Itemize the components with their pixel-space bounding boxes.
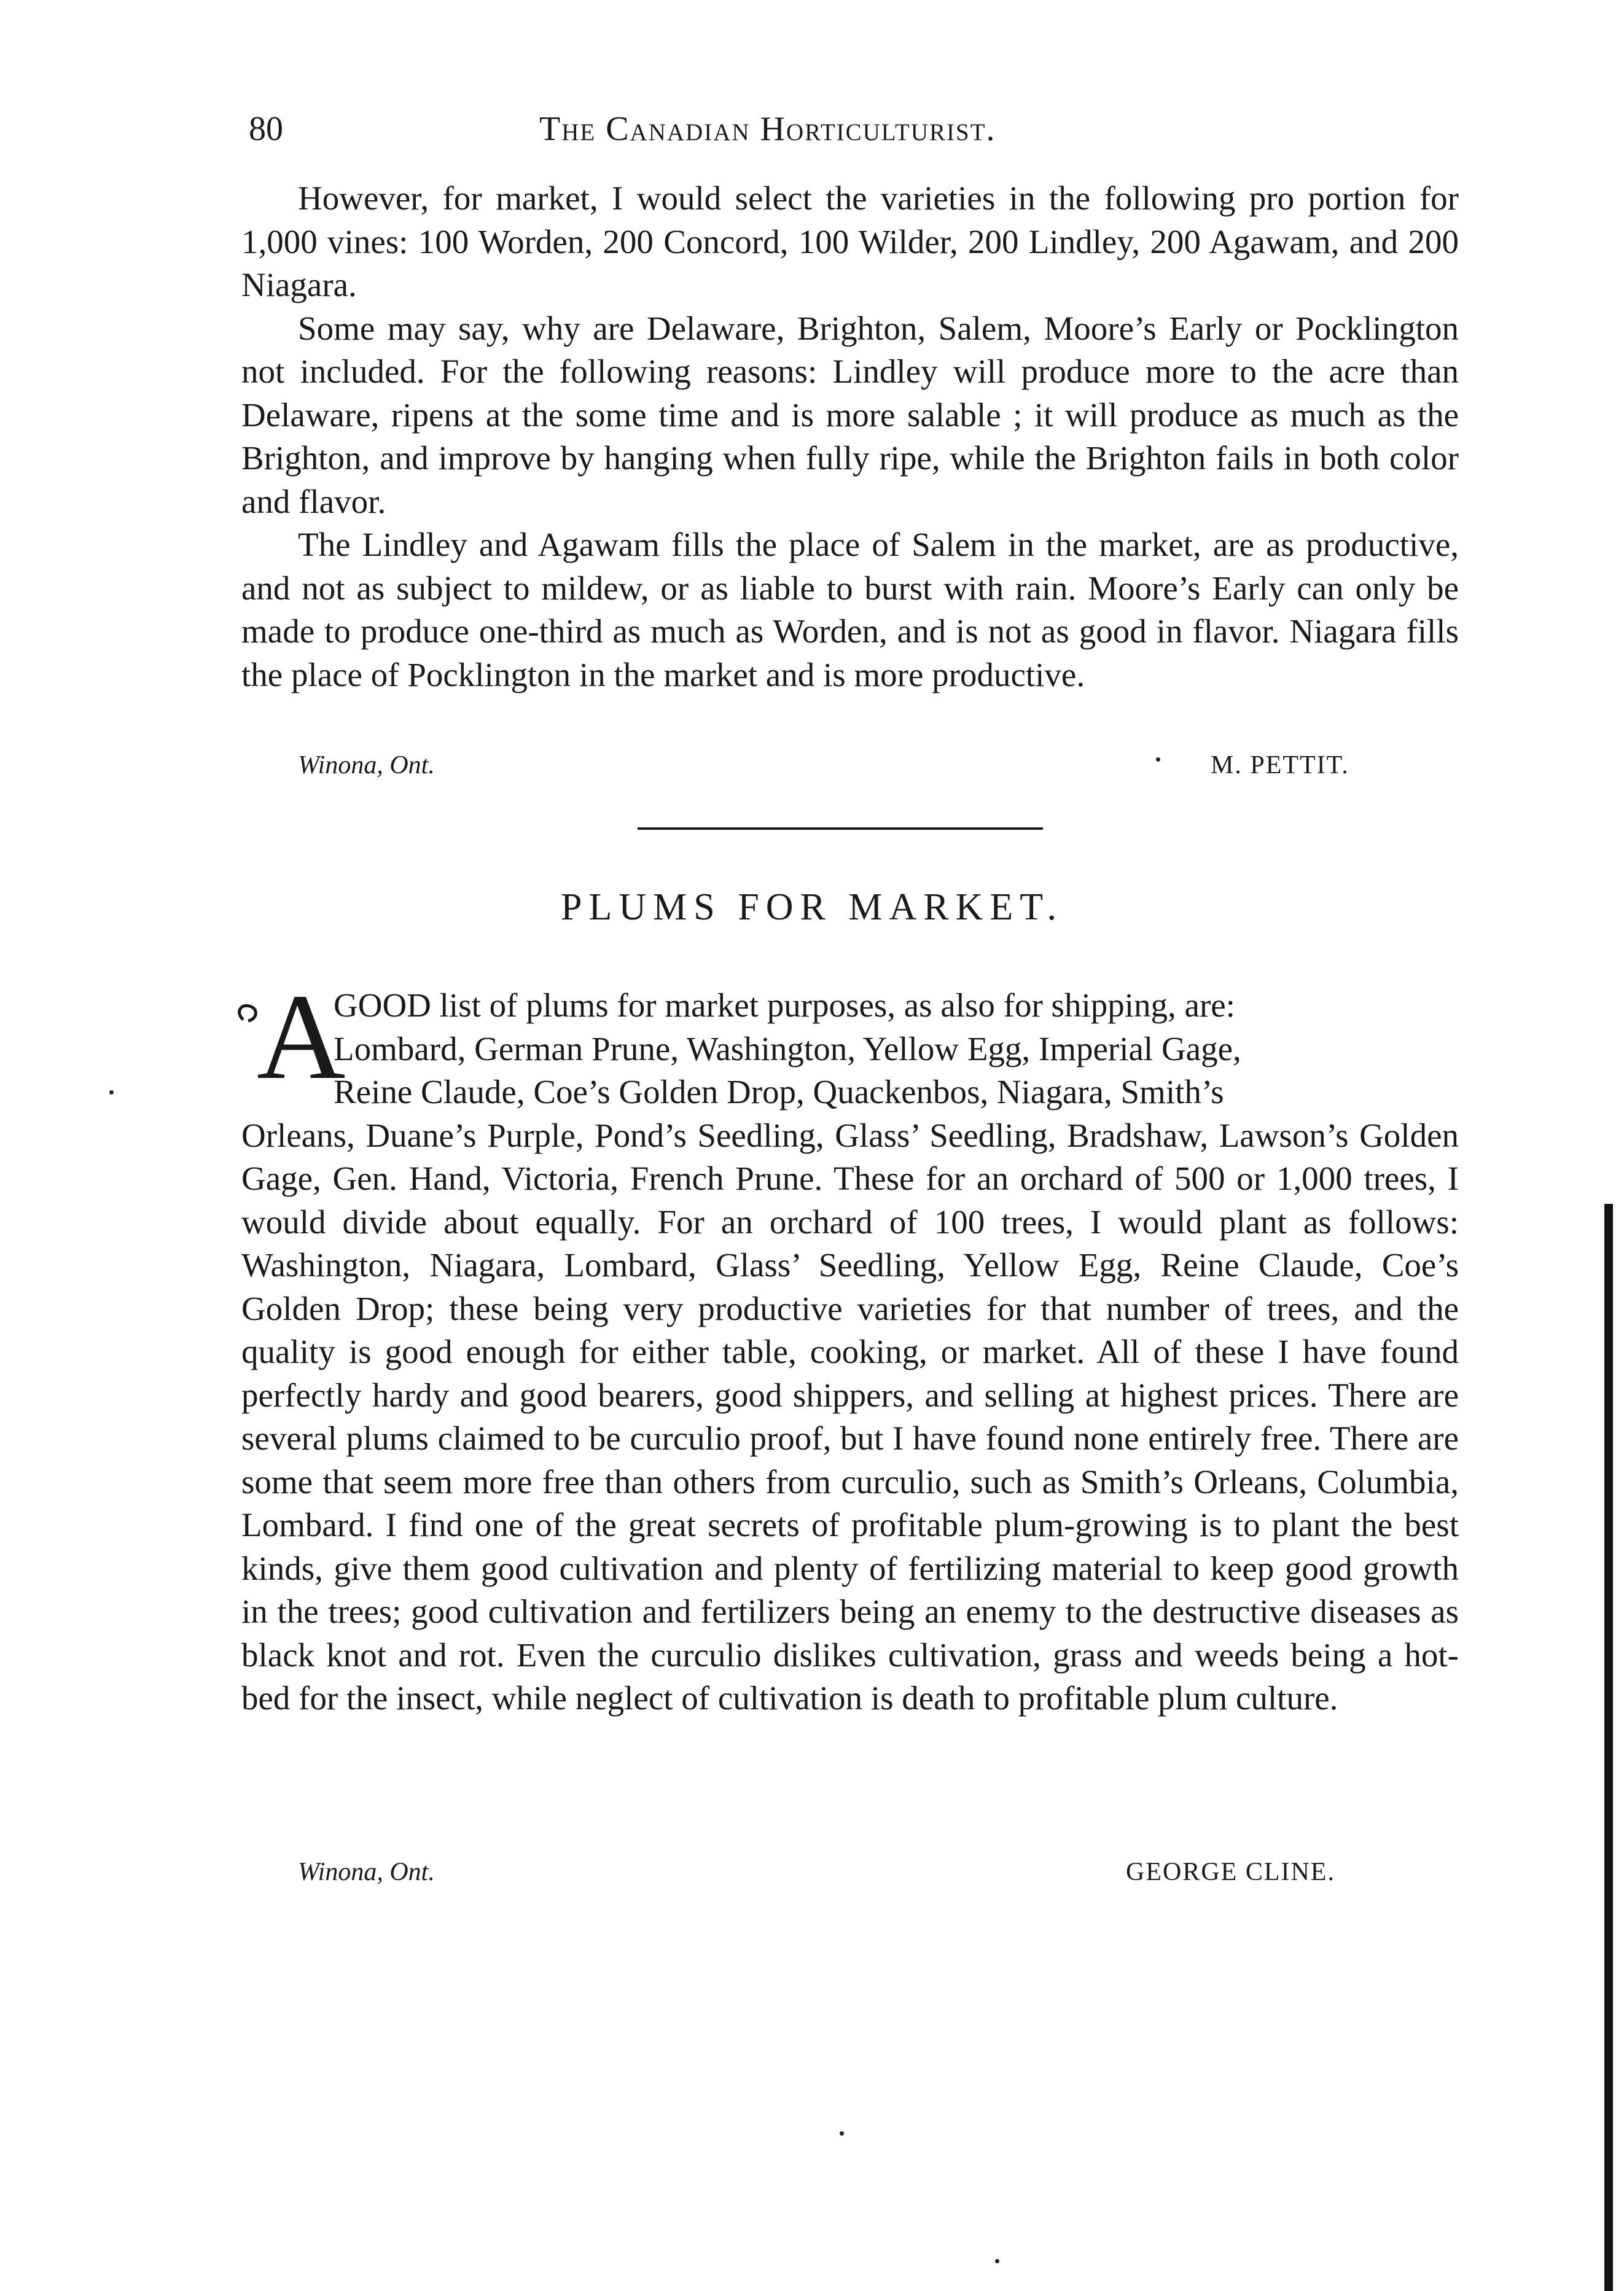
- signature-place: Winona, Ont.: [298, 1858, 435, 1886]
- scan-speck: [995, 2259, 999, 2263]
- drop-cap-letter: A: [257, 969, 346, 1105]
- scan-speck: [109, 1090, 114, 1095]
- paragraph-line: Reine Claude, Coe’s Golden Drop, Quackenbos, Niagara, Smith’s: [334, 1073, 1224, 1110]
- signature-place: Winona, Ont.: [298, 751, 435, 779]
- paragraph-line: Lombard, German Prune, Washington, Yellow Egg, Imperial Gage,: [334, 1029, 1241, 1067]
- paragraph: Orleans, Duane’s Purple, Pond’s Seedling, Glass’ Seedling, Bradshaw, Lawson’s Golden Gage, Gen. Hand, Victoria, French Prune. These for an orchard of 500 or 1,000 trees, I would divide about equally. For an orchard of 100 trees, I would plant as follows: Washington, Niagara, Lombard, Glass’ Seedling, Yellow Egg, Reine Claude, Coe’s Golden Drop; these being very productive varieties for that number of trees, and the quality is good enough for either table, cooking, or market. All of these I have found perfectly hardy and good bearers, good shippers, and selling at highest prices. There are several plums claimed to be curculio proof, but I have found none entirely free. There are some that seem more free than others from curculio, such as Smith’s Orleans, Columbia, Lombard. I find one of the great secrets of profitable plum-growing is to plant the best kinds, give them good cultivation and plenty of fertilizing material to keep good growth in the trees; good cultivation and fertilizers being an enemy to the destructive diseases as black knot and rot. Even the curculio dislikes cultivation, grass and weeds being a hot-bed for the insect, while neglect of cultivation is death to profitable plum culture.: [241, 1116, 1459, 1717]
- signature-author: M. PETTIT.: [1211, 751, 1349, 779]
- scan-edge-shadow: [1604, 1204, 1613, 2291]
- grapes-article: [241, 177, 1459, 697]
- section-divider: [638, 827, 1043, 830]
- article-title: PLUMS FOR MARKET.: [560, 886, 1064, 928]
- running-title: The Canadian Horticulturist.: [539, 110, 996, 148]
- page-number: 80: [249, 110, 283, 148]
- scan-speck: [840, 2131, 844, 2136]
- paragraph: Some may say, why are Delaware, Brighton, Salem, Moore’s Early or Pocklington not included. For the following reasons: Lindley will produce more to the acre than Delaware, ripens at the some time and is more salable ; it will produce as much as the Brighton, and improve by hanging when fully ripe, while the Brighton fails in both color and flavor.: [241, 309, 1459, 520]
- scan-speck: [1156, 757, 1160, 762]
- paragraph: However, for market, I would select the varieties in the following pro portion for 1,000 vines: 100 Worden, 200 Concord, 100 Wilder, 200 Lindley, 200 Agawam, and 200 Niagara.: [241, 179, 1459, 303]
- signature-author: GEORGE CLINE.: [1126, 1858, 1335, 1886]
- plums-article: [241, 984, 1459, 1720]
- paragraph-line: GOOD list of plums for market purposes, as also for shipping, are:: [334, 986, 1235, 1024]
- paragraph: The Lindley and Agawam fills the place of Salem in the market, are as productive, and not as subject to mildew, or as liable to burst with rain. Moore’s Early can only be made to produce one-third as much as Worden, and is not as good in flavor. Niagara fills the place of Pocklington in the market and is more productive.: [241, 526, 1459, 693]
